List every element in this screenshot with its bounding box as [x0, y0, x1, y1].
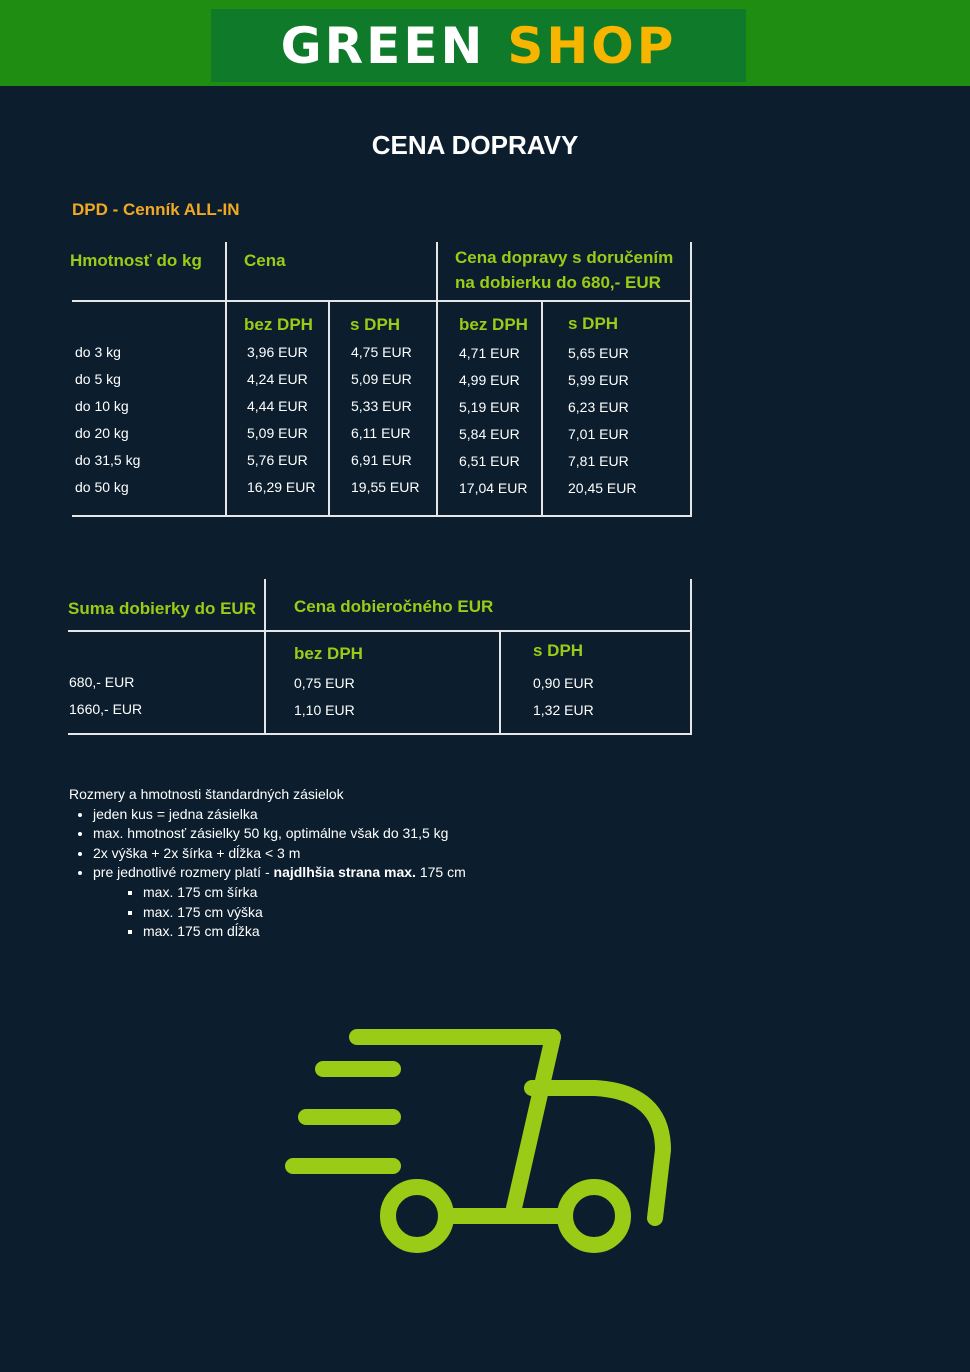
cell-price-bez: 4,24 EUR	[247, 371, 308, 387]
sub-list-item: ▪ max. 175 cm šírka	[143, 883, 466, 903]
cell-price-s: 5,33 EUR	[351, 398, 412, 414]
cell-price-bez: 5,76 EUR	[247, 452, 308, 468]
cell-weight: do 5 kg	[75, 371, 121, 387]
cell-fee-s: 1,32 EUR	[533, 702, 594, 718]
logo-word-shop: SHOP	[507, 16, 677, 75]
list-item: • max. hmotnosť zásielky 50 kg, optimálne však do 31,5 kg	[93, 824, 466, 844]
cell-sum: 1660,- EUR	[69, 701, 143, 717]
list-item-text: 175 cm	[415, 864, 466, 881]
cell-weight: do 3 kg	[75, 344, 121, 360]
cell-cod-bez: 4,99 EUR	[459, 372, 520, 388]
green-shop-logo[interactable]	[211, 9, 746, 82]
section-subtitle: DPD - Cenník ALL-IN	[72, 200, 240, 219]
col-header-cod-line2: na dobierku do 680,- EUR	[455, 273, 661, 292]
table1-divider	[225, 242, 227, 516]
table2-divider	[264, 579, 266, 734]
cell-cod-s: 7,01 EUR	[568, 426, 629, 442]
cell-price-s: 6,91 EUR	[351, 452, 412, 468]
cell-cod-bez: 5,19 EUR	[459, 399, 520, 415]
cell-cod-bez: 6,51 EUR	[459, 453, 520, 469]
list-item-text: pre jednotlivé rozmery platí -	[93, 864, 274, 881]
cell-cod-s: 6,23 EUR	[568, 399, 629, 415]
table1-divider	[690, 242, 692, 516]
cell-price-s: 4,75 EUR	[351, 344, 412, 360]
cell-price-bez: 16,29 EUR	[247, 479, 316, 495]
col-header-price: Cena	[244, 251, 286, 270]
delivery-truck-icon	[280, 1020, 680, 1260]
table2-divider	[499, 630, 501, 734]
cell-cod-bez: 17,04 EUR	[459, 480, 528, 496]
info-heading: Rozmery a hmotnosti štandardných zásielok	[69, 786, 344, 802]
table1-divider	[72, 515, 692, 517]
cell-cod-s: 20,45 EUR	[568, 480, 637, 496]
cell-weight: do 10 kg	[75, 398, 129, 414]
table1-divider	[436, 242, 438, 516]
subheader-s-dph: s DPH	[350, 315, 401, 334]
table1-divider	[328, 300, 330, 516]
page-title: CENA DOPRAVY	[371, 130, 579, 160]
cell-weight: do 50 kg	[75, 479, 129, 495]
header-bar	[0, 0, 970, 86]
cell-fee-bez: 1,10 EUR	[294, 702, 355, 718]
cell-cod-s: 7,81 EUR	[568, 453, 629, 469]
cell-price-bez: 4,44 EUR	[247, 398, 308, 414]
cell-price-s: 19,55 EUR	[351, 479, 420, 495]
list-item	[93, 863, 466, 941]
subheader-s-dph: s DPH	[533, 641, 584, 660]
table1-divider	[541, 300, 543, 516]
table2-divider	[690, 579, 692, 734]
table1-divider	[72, 300, 692, 302]
cell-price-s: 5,09 EUR	[351, 371, 412, 387]
sub-list	[93, 883, 466, 942]
col-header-sum: Suma dobierky do EUR	[68, 599, 256, 618]
cell-weight: do 31,5 kg	[75, 452, 141, 468]
cell-price-bez: 5,09 EUR	[247, 425, 308, 441]
cell-cod-bez: 4,71 EUR	[459, 345, 520, 361]
info-list	[69, 805, 466, 942]
cell-cod-s: 5,99 EUR	[568, 372, 629, 388]
dimensions-info	[69, 785, 466, 942]
logo-word-green: GREEN	[280, 16, 486, 75]
list-item: • jeden kus = jedna zásielka	[93, 805, 466, 825]
cell-fee-s: 0,90 EUR	[533, 675, 594, 691]
sub-list-item: ▪ max. 175 cm dĺžka	[143, 922, 466, 942]
cell-cod-s: 5,65 EUR	[568, 345, 629, 361]
sub-list-item: ▪ max. 175 cm výška	[143, 903, 466, 923]
table2-divider	[68, 630, 692, 632]
col-header-cod-price: Cena dobieročného EUR	[294, 597, 494, 616]
subheader-bez-dph: bez DPH	[294, 644, 363, 663]
col-header-cod-line1: Cena dopravy s doručením	[455, 248, 674, 267]
cell-cod-bez: 5,84 EUR	[459, 426, 520, 442]
subheader-s-dph: s DPH	[568, 314, 619, 333]
cell-price-s: 6,11 EUR	[351, 425, 411, 441]
subheader-bez-dph: bez DPH	[244, 315, 313, 334]
subheader-bez-dph: bez DPH	[459, 315, 528, 334]
table2-divider	[68, 733, 692, 735]
cell-weight: do 20 kg	[75, 425, 129, 441]
cell-price-bez: 3,96 EUR	[247, 344, 308, 360]
col-header-weight: Hmotnosť do kg	[70, 251, 202, 270]
list-item: • 2x výška + 2x šírka + dĺžka < 3 m	[93, 844, 466, 864]
cell-sum: 680,- EUR	[69, 674, 135, 690]
cell-fee-bez: 0,75 EUR	[294, 675, 355, 691]
list-item-bold: najdlhšia strana max.	[273, 864, 416, 881]
